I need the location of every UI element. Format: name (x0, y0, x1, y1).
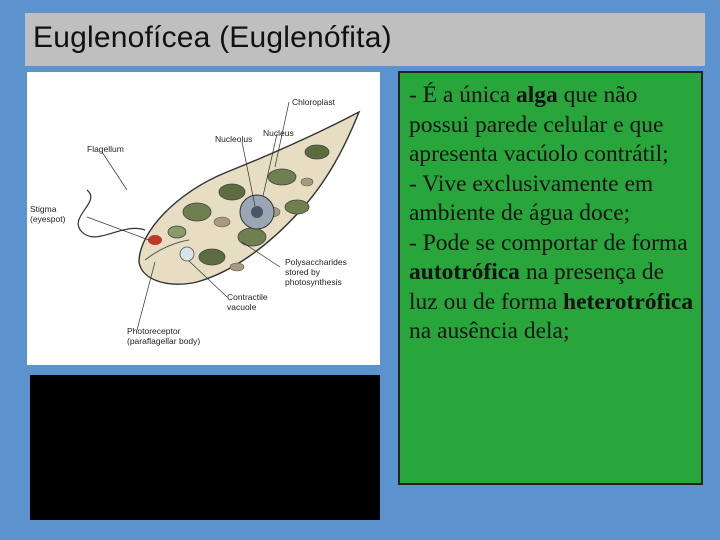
label-flagellum: Flagellum (87, 144, 124, 154)
label-polysaccharides: Polysaccharides stored by photosynthesis (285, 257, 347, 287)
paragraph-3: - Pode se comportar de forma autotrófica na presença de luz ou de forma heterotrófica na ausência dela; (409, 229, 694, 344)
label-contractile-vacuole: Contractile vacuole (227, 292, 268, 312)
label-nucleolus: Nucleolus (215, 134, 253, 144)
paragraph-2: - Vive exclusivamente em ambiente de água doce; (409, 170, 654, 226)
label-stigma: Stigma (eyespot) (30, 204, 66, 224)
slide-title: Euglenofícea (Euglenófita) (33, 20, 392, 54)
label-photoreceptor: Photoreceptor (paraflagellar body) (127, 326, 201, 346)
title-bar (25, 13, 705, 66)
label-chloroplast: Chloroplast (292, 97, 335, 107)
black-image-placeholder (30, 375, 380, 520)
label-nucleus: Nucleus (263, 128, 294, 138)
paragraph-1: - É a única alga que não possui parede celular e que apresenta vacúolo contrátil; (409, 82, 669, 167)
text-panel (398, 71, 703, 485)
euglena-diagram (27, 72, 380, 365)
euglena-illustration (27, 72, 380, 365)
